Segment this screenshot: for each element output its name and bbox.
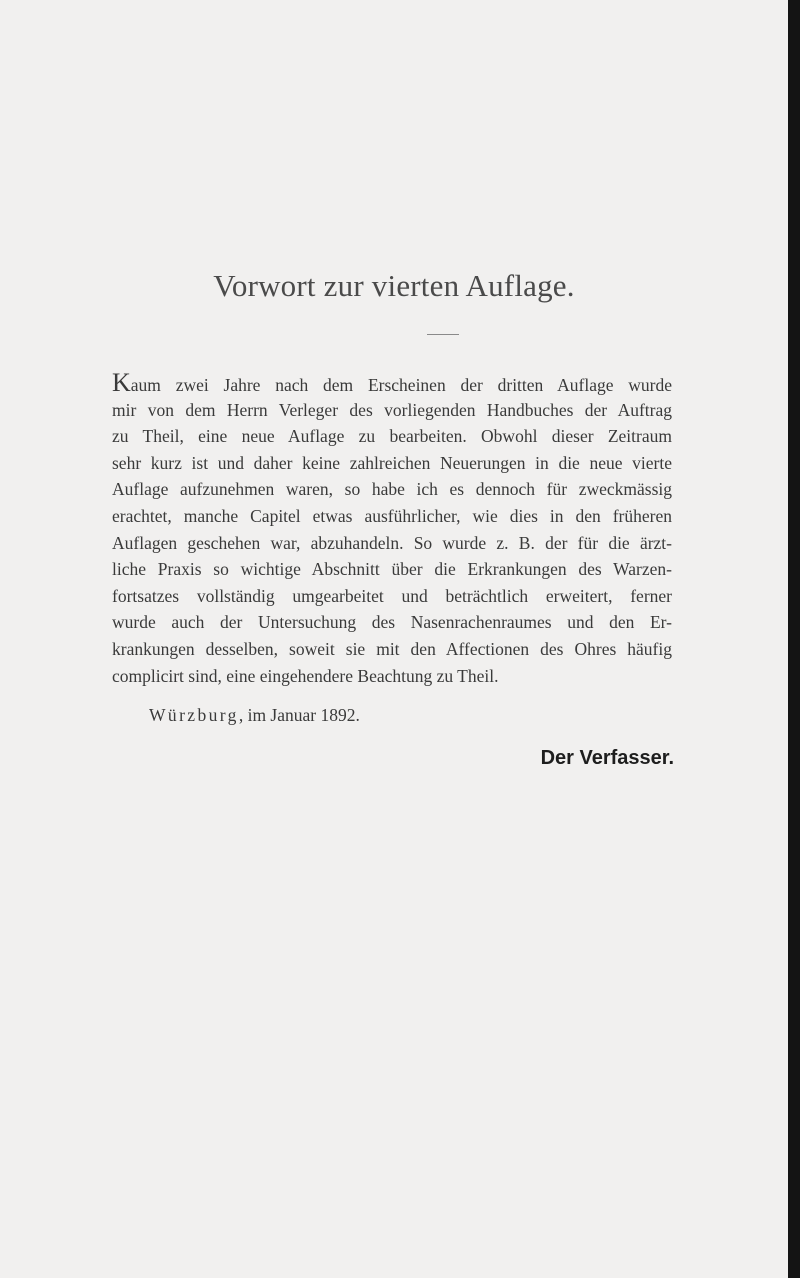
author-signature: Der Verfasser.: [540, 747, 674, 769]
initial-letter: K: [112, 368, 130, 397]
paragraph-line-1-text: aum zwei Jahre nach dem Erscheinen der dritten Auflage wurde: [130, 375, 672, 395]
date-text: , im Januar 1892.: [238, 705, 360, 725]
paragraph-line-11: krankungen desselben, soweit sie mit den Affectionen des Ohres häufig: [112, 638, 672, 659]
paragraph-line-8: liche Praxis so wichtige Abschnitt über die Erkrankungen des Warzen-: [112, 559, 672, 580]
paragraph-line-6: erachtet, manche Capitel etwas ausführlicher, wie dies in den früheren: [112, 505, 672, 526]
paragraph-line-5: Auflage aufzunehmen waren, so habe ich es dennoch für zweckmässig: [112, 479, 672, 500]
paragraph-line-12: complicirt sind, eine eingehendere Beachtung zu Theil.: [112, 665, 499, 686]
page-edge-shadow: [788, 0, 800, 1278]
paragraph-line-2: mir von dem Herrn Verleger des vorliegenden Handbuches der Auftrag: [112, 399, 672, 420]
paragraph-line-4: sehr kurz ist und daher keine zahlreichen Neuerungen in die neue vierte: [112, 452, 672, 473]
heading-rule: [427, 334, 459, 335]
place-name: Würzburg: [149, 705, 239, 725]
place-date-line: [149, 705, 360, 726]
paragraph-line-10: wurde auch der Untersuchung des Nasenrachenraumes und den Er-: [112, 612, 672, 633]
paragraph-line-1: [112, 370, 672, 397]
paragraph-line-9: fortsatzes vollständig umgearbeitet und beträchtlich erweitert, ferner: [112, 585, 672, 606]
paragraph-line-3: zu Theil, eine neue Auflage zu bearbeiten. Obwohl dieser Zeitraum: [112, 426, 672, 447]
preface-heading: Vorwort zur vierten Auflage.: [213, 268, 575, 303]
preface-paragraph: [112, 370, 672, 689]
paragraph-line-7: Auflagen geschehen war, abzuhandeln. So wurde z. B. der für die ärzt-: [112, 532, 672, 553]
